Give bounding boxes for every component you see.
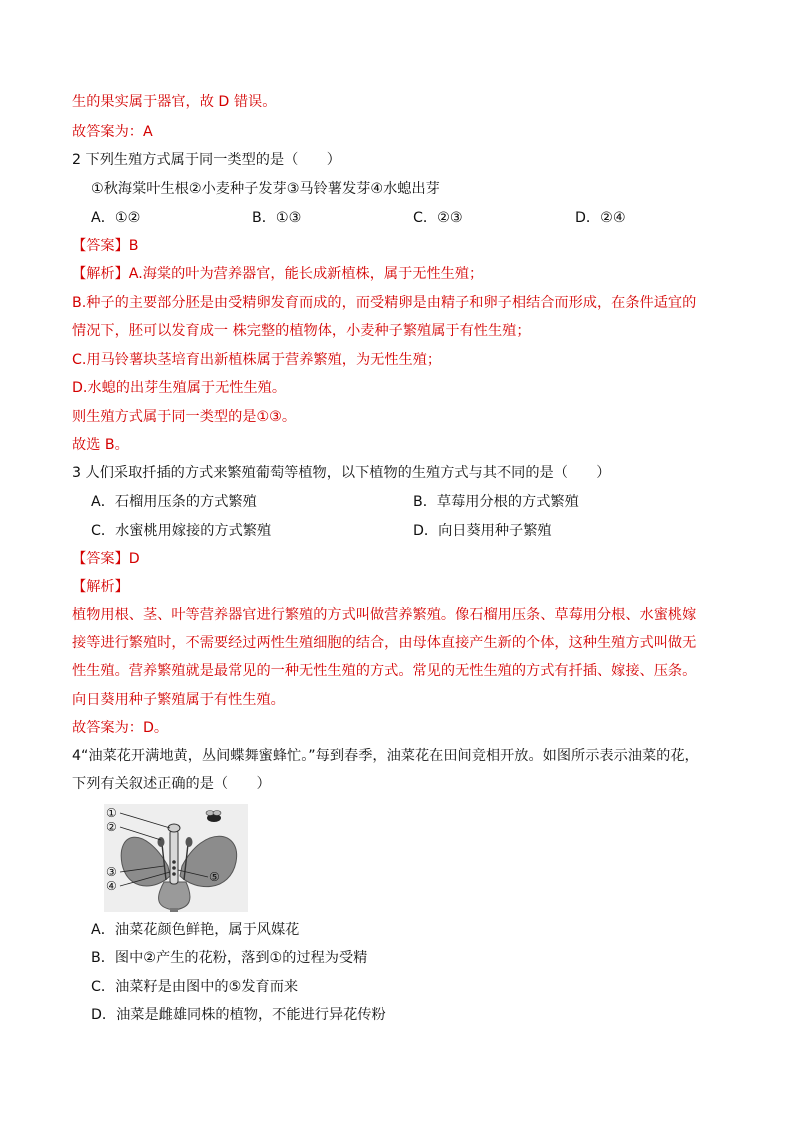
q3-analysis-line: 接等进行繁殖时，不需要经过两性生殖细胞的结合，由母体直接产生新的个体，这种生殖方式叫做无 — [72, 635, 697, 651]
ovule — [172, 866, 176, 870]
q2-option-a: A．①② — [91, 210, 141, 226]
q3-stem: 3 人们采取扦插的方式来繁殖葡萄等植物，以下植物的生殖方式与其不同的是（ ） — [72, 465, 611, 481]
q3-analysis-line: 植物用根、茎、叶等营养器官进行繁殖的方式叫做营养繁殖。像石榴用压条、草莓用分根、水蜜桃嫁 — [72, 607, 697, 623]
pistil — [170, 830, 178, 884]
q2-option-d: D．②④ — [575, 210, 626, 226]
q3-analysis-head: 【解析】 — [72, 579, 129, 595]
q2-analysis-line: B.种子的主要部分胚是由受精卵发育而成的，而受精卵是由精子和卵子相结合而形成，在条件适宜的 — [72, 295, 697, 311]
q4-option-a: A．油菜花颜色鲜艳，属于风媒花 — [91, 922, 300, 938]
q3-analysis-line: 性生殖。营养繁殖就是最常见的一种无性生殖的方式。常见的无性生殖的方式有扦插、嫁接、压条。 — [72, 663, 697, 679]
bee-icon — [206, 811, 221, 823]
anther — [158, 837, 165, 847]
ovule — [172, 872, 176, 876]
figure-label-4: ④ — [106, 879, 117, 893]
figure-label-2: ② — [106, 820, 117, 834]
q2-analysis-line: C.用马铃薯块茎培育出新植株属于营养繁殖，为无性生殖； — [72, 352, 442, 368]
rapeseed-flower-figure — [104, 804, 248, 912]
q2-analysis-line: 情况下，胚可以发育成一 株完整的植物体，小麦种子繁殖属于有性生殖； — [72, 323, 531, 339]
figure-label-1: ① — [106, 806, 117, 820]
q2-analysis-line: 故选 B。 — [72, 437, 129, 453]
anther — [186, 837, 193, 847]
q3-option-a: A．石榴用压条的方式繁殖 — [91, 494, 257, 510]
ovule — [172, 860, 176, 864]
q3-conclusion: 故答案为：D。 — [72, 720, 169, 736]
q2-analysis-line: 【解析】A.海棠的叶为营养器官，能长成新植株，属于无性生殖； — [72, 266, 484, 282]
stem — [170, 908, 178, 912]
q2-option-b: B．①③ — [252, 210, 302, 226]
q2-analysis-line: 则生殖方式属于同一类型的是①③。 — [72, 409, 297, 425]
q3-analysis-line: 向日葵用种子繁殖属于有性生殖。 — [72, 692, 285, 708]
receptacle — [159, 882, 190, 910]
q2-stem: 2 下列生殖方式属于同一类型的是（ ） — [72, 152, 341, 168]
q4-stem-line: 4“油菜花开满地黄，丛间蝶舞蜜蜂忙。”每到春季，油菜花在田间竞相开放。如图所示表示油菜的花， — [72, 748, 699, 764]
intro-line-2: 故答案为：A — [72, 124, 153, 140]
q3-answer: 【答案】D — [72, 551, 140, 567]
q4-option-b: B．图中②产生的花粉，落到①的过程为受精 — [91, 950, 368, 966]
flower-diagram — [104, 804, 248, 912]
q4-option-d: D．油菜是雌雄同株的植物，不能进行异花传粉 — [91, 1007, 386, 1023]
q4-option-c: C．油菜籽是由图中的⑤发育而来 — [91, 979, 299, 995]
q3-option-c: C．水蜜桃用嫁接的方式繁殖 — [91, 523, 272, 539]
q2-items: ①秋海棠叶生根②小麦种子发芽③马铃薯发芽④水螅出芽 — [91, 181, 440, 197]
figure-label-3: ③ — [106, 865, 117, 879]
q3-option-d: D．向日葵用种子繁殖 — [413, 523, 552, 539]
q2-analysis-line: D.水螅的出芽生殖属于无性生殖。 — [72, 380, 287, 396]
q2-answer: 【答案】B — [72, 238, 139, 254]
q4-stem-line: 下列有关叙述正确的是（ ） — [72, 776, 271, 792]
q2-option-c: C．②③ — [413, 210, 463, 226]
intro-line-1: 生的果实属于器官，故 D 错误。 — [72, 94, 277, 110]
q3-option-b: B．草莓用分根的方式繁殖 — [413, 494, 579, 510]
figure-label-5: ⑤ — [209, 870, 220, 884]
